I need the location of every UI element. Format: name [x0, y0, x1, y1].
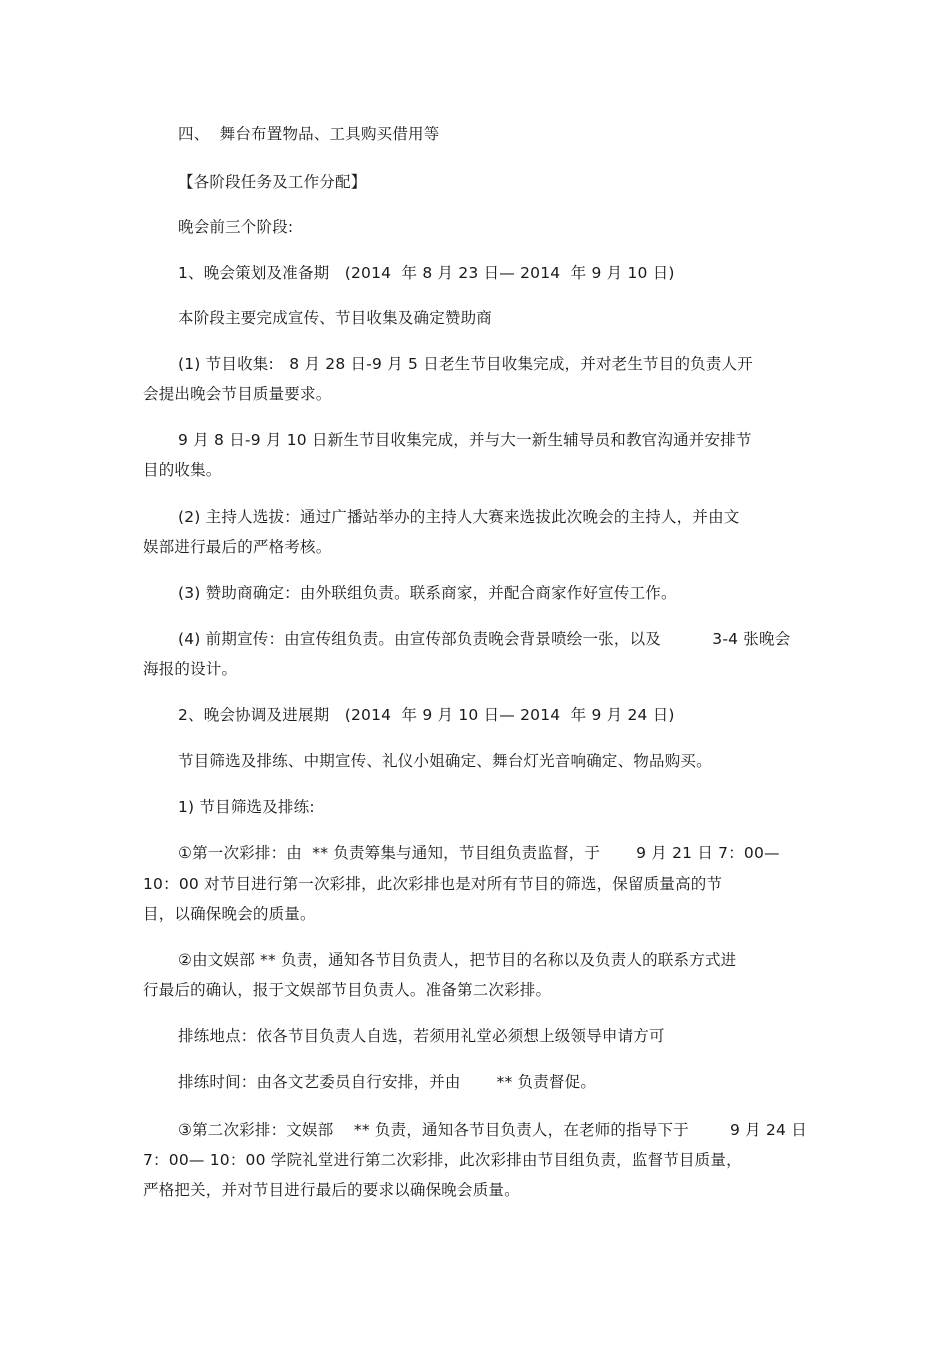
- stage-2-heading: 2、晚会协调及进展期 (2014 年 9 月 10 日— 2014 年 9 月 24 日): [178, 706, 675, 724]
- first-rehearsal-line-3: 目，以确保晚会的质量。: [143, 905, 316, 923]
- item-program-collection-line-1: (1) 节目收集: 8 月 28 日-9 月 5 日老生节目收集完成，并对老生节目的负责人开: [178, 355, 753, 373]
- item-sponsor: (3) 赞助商确定：由外联组负责。联系商家，并配合商家作好宣传工作。: [178, 584, 677, 602]
- paragraph-three-stages: 晚会前三个阶段:: [178, 218, 294, 236]
- first-rehearsal-line-2: 10：00 对节目进行第一次彩排，此次彩排也是对所有节目的筛选，保留质量高的节: [143, 875, 723, 893]
- second-rehearsal-line-2: 7：00— 10：00 学院礼堂进行第二次彩排，此次彩排由节目组负责，监督节目质量，: [143, 1151, 742, 1169]
- section-heading-stage-items: 四、 舞台布置物品、工具购买借用等: [178, 125, 440, 143]
- stage-2-summary: 节目筛选及排练、中期宣传、礼仪小姐确定、舞台灯光音响确定、物品购买。: [178, 752, 712, 770]
- paragraph-new-student-collection-line-2: 目的收集。: [143, 461, 222, 479]
- sub-heading-screening: 1) 节目筛选及排练:: [178, 798, 315, 816]
- item-host-selection-line-1: (2) 主持人选拔：通过广播站举办的主持人大赛来选拔此次晚会的主持人，并由文: [178, 508, 740, 526]
- first-rehearsal-line-1: ①第一次彩排：由 ** 负责筹集与通知，节目组负责监督，于 9 月 21 日 7：00—: [178, 844, 780, 862]
- second-rehearsal-line-3: 严格把关，并对节目进行最后的要求以确保晚会质量。: [143, 1181, 520, 1199]
- confirmation-line-1: ②由文娱部 ** 负责，通知各节目负责人，把节目的名称以及负责人的联系方式进: [178, 951, 737, 969]
- second-rehearsal-line-1: ③第二次彩排：文娱部 ** 负责，通知各节目负责人，在老师的指导下于 9 月 24 日: [178, 1121, 807, 1139]
- stage-1-heading: 1、晚会策划及准备期 (2014 年 8 月 23 日— 2014 年 9 月 10 日): [178, 264, 675, 282]
- item-publicity-line-2: 海报的设计。: [143, 660, 238, 678]
- section-heading-task-allocation: 【各阶段任务及工作分配】: [178, 173, 367, 191]
- confirmation-line-2: 行最后的确认，报于文娱部节目负责人。准备第二次彩排。: [143, 981, 552, 999]
- item-program-collection-line-2: 会提出晚会节目质量要求。: [143, 385, 332, 403]
- rehearsal-time: 排练时间：由各文艺委员自行安排，并由 ** 负责督促。: [178, 1073, 597, 1091]
- item-host-selection-line-2: 娱部进行最后的严格考核。: [143, 538, 332, 556]
- paragraph-new-student-collection-line-1: 9 月 8 日-9 月 10 日新生节目收集完成，并与大一新生辅导员和教官沟通并安排节: [178, 431, 752, 449]
- stage-1-summary: 本阶段主要完成宣传、节目收集及确定赞助商: [178, 309, 493, 327]
- rehearsal-location: 排练地点：依各节目负责人自选，若须用礼堂必须想上级领导申请方可: [178, 1027, 665, 1045]
- item-publicity-line-1: (4) 前期宣传：由宣传组负责。由宣传部负责晚会背景喷绘一张，以及 3-4 张晚会: [178, 630, 791, 648]
